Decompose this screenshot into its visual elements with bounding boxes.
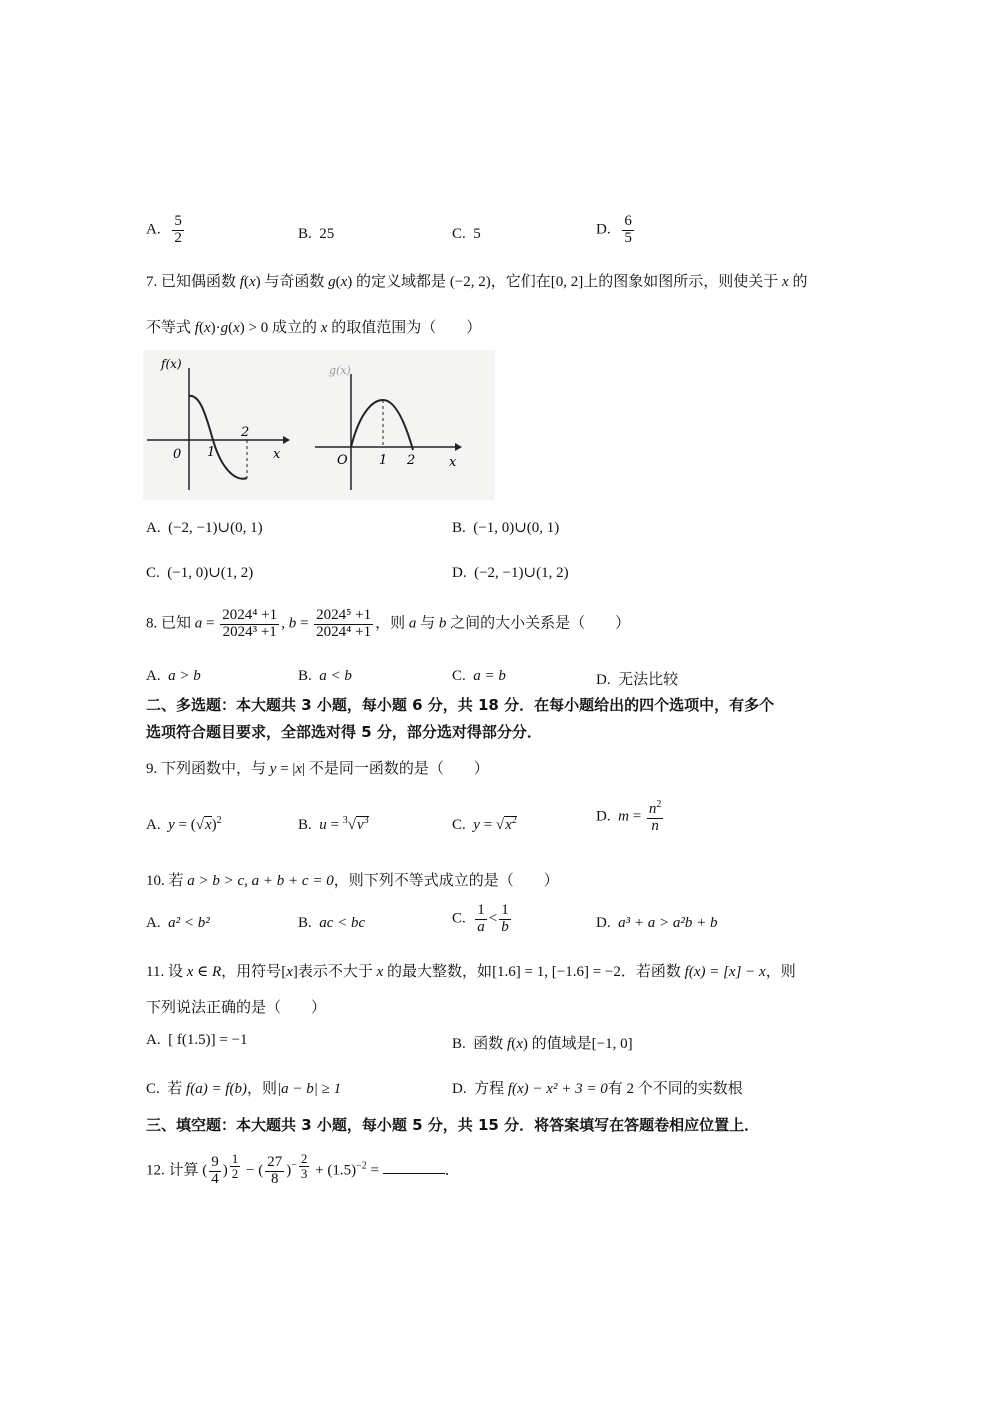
q6-option-c: C. 5 <box>452 226 481 242</box>
q9-option-d: D. m = $\frac{n^2}{n}$ <box>596 799 662 834</box>
q11-stem-line2: 下列说法正确的是（ ） <box>146 1000 327 1016</box>
graph-g-x-arrow <box>455 443 462 451</box>
q9-stem: 9. 下列函数中，与 y = |x| 不是同一函数的是（ ） <box>146 761 489 777</box>
q11-option-d: D. 方程 f(x) − x² + 3 = 0有 2 个不同的实数根 <box>452 1081 743 1097</box>
q6-d-fraction: $\frac{6}{5}$ <box>624 213 632 246</box>
q10-stem: 10. 若 a > b > c, a + b + c = 0，则下列不等式成立的是（ ） <box>146 873 559 889</box>
graph-f <box>147 357 290 490</box>
graph-f-curve <box>189 396 250 479</box>
graph-f-origin: 0 <box>173 447 182 462</box>
q9-d-fraction: $\frac{n^2}{n}$ <box>648 799 662 834</box>
graph-g-y-label: g(x) <box>329 364 351 377</box>
graph-f-tick-2: 2 <box>241 425 250 440</box>
q6-option-a: A. $\frac{5}{2}$ <box>146 213 182 246</box>
graph-g-origin: O <box>337 453 348 468</box>
q7-stem-line1: 7. 已知偶函数 f(x) 与奇函数 g(x) 的定义域都是 (−2, 2)，它们在[0, 2]上的图象如图所示，则使关于 x 的 <box>146 274 808 290</box>
q8-option-a: A. a > b <box>146 668 201 684</box>
q12-exp-2-3: $\frac{2}{3}$ <box>300 1151 308 1181</box>
q7-option-b: B. (−1, 0)∪(0, 1) <box>452 520 560 536</box>
q11-option-a: A. [ f(1.5)] = −1 <box>146 1032 248 1048</box>
q12-stem: 12. 计算 ( $\frac{9}{4}$ ) $^{\frac{1}{2}}$ − ( $\frac{27}{8}$ )$^{- \frac{2}{3}}$ + $(1.5)^{-2}$ = ． <box>146 1151 460 1187</box>
q10-option-d: D. a³ + a > a²b + b <box>596 915 718 931</box>
q8-b-fraction: $\frac{\text{2024⁵ +1}}{\text{2024⁴ +1}}$ <box>316 607 372 640</box>
q9-option-c: C. $y = √x^2$ <box>452 815 517 833</box>
graph-f-y-label: f(x) <box>161 357 182 371</box>
graph-g-tick-2: 2 <box>407 453 416 468</box>
q12-frac-27-8: $\frac{27}{8}$ <box>267 1153 283 1187</box>
q7-option-c: C. (−1, 0)∪(1, 2) <box>146 565 254 581</box>
q12-frac-9-4: $\frac{9}{4}$ <box>211 1153 219 1187</box>
graph-g-curve <box>351 400 413 450</box>
graph-g-x-label: x <box>449 455 457 470</box>
q6-a-fraction: $\frac{5}{2}$ <box>174 213 182 246</box>
q10-option-c: C. $\frac{1}{a}$ < $\frac{1}{b}$ <box>452 902 509 935</box>
q6-option-b: B. 25 <box>298 226 335 242</box>
graph-f-x-arrow <box>283 436 290 444</box>
q8-stem: 8. 已知 a = $\frac{\text{2024⁴ +1}}{\text{2024³ +1}}$ , b = $\frac{\text{2024⁵ +1}}{\text{2024⁴ +1}}$ ，则 a 与 b 之间的大小关系是（ ） <box>146 607 631 640</box>
q7-option-d: D. (−2, −1)∪(1, 2) <box>452 565 569 581</box>
q10-option-b: B. ac < bc <box>298 915 366 931</box>
q11-stem-line1: 11. 设 x ∈ R，用符号[x]表示不大于 x 的最大整数，如[1.6] = 1, [−1.6] = −2．若函数 f(x) = [x] − x，则 <box>146 964 796 980</box>
q10-c-frac-b: $\frac{1}{b}$ <box>501 902 509 935</box>
section2-heading-line1: 二、多选题：本大题共 3 小题，每小题 6 分，共 18 分．在每小题给出的四个选项中，有多个 <box>146 696 775 714</box>
q10-c-frac-a: $\frac{1}{a}$ <box>477 902 485 935</box>
graph-f-x-label: x <box>273 447 281 462</box>
q11-option-b: B. 函数 f(x) 的值域是[−1, 0] <box>452 1036 633 1052</box>
q6-option-d: D. $\frac{6}{5}$ <box>596 213 632 246</box>
q12-exp-1-2: 1 2 <box>231 1151 239 1181</box>
q8-option-d: D. 无法比较 <box>596 672 679 688</box>
q8-option-c: C. a = b <box>452 668 506 684</box>
q8-option-b: B. a < b <box>298 668 352 684</box>
q8-a-fraction: $\frac{\text{2024⁴ +1}}{\text{2024³ +1}}$ <box>222 607 278 640</box>
q7-stem-line2: 不等式 f(x)·g(x) > 0 成立的 x 的取值范围为（ ） <box>146 320 482 336</box>
q10-option-a: A. a² < b² <box>146 915 210 931</box>
graph-g <box>315 364 462 490</box>
section3-heading: 三、填空题：本大题共 3 小题，每小题 5 分，共 15 分．将答案填写在答题卷相应位置上． <box>146 1116 760 1134</box>
q7-option-a: A. (−2, −1)∪(0, 1) <box>146 520 263 536</box>
q7-graphs-svg <box>143 350 495 500</box>
q9-option-a: A. $y = (√x)^2$ <box>146 815 222 833</box>
graph-f-tick-1: 1 <box>207 445 216 460</box>
q9-option-b: B. $u = ^3√v^3$ <box>298 815 369 833</box>
graph-g-tick-1: 1 <box>379 453 388 468</box>
q7-graphs-figure <box>143 350 495 500</box>
q11-option-c: C. 若 f(a) = f(b)，则|a − b| ≥ 1 <box>146 1081 342 1097</box>
q12-answer-blank[interactable] <box>383 1159 445 1174</box>
section2-heading-line2: 选项符合题目要求，全部选对得 5 分，部分选对得部分分． <box>146 723 542 741</box>
